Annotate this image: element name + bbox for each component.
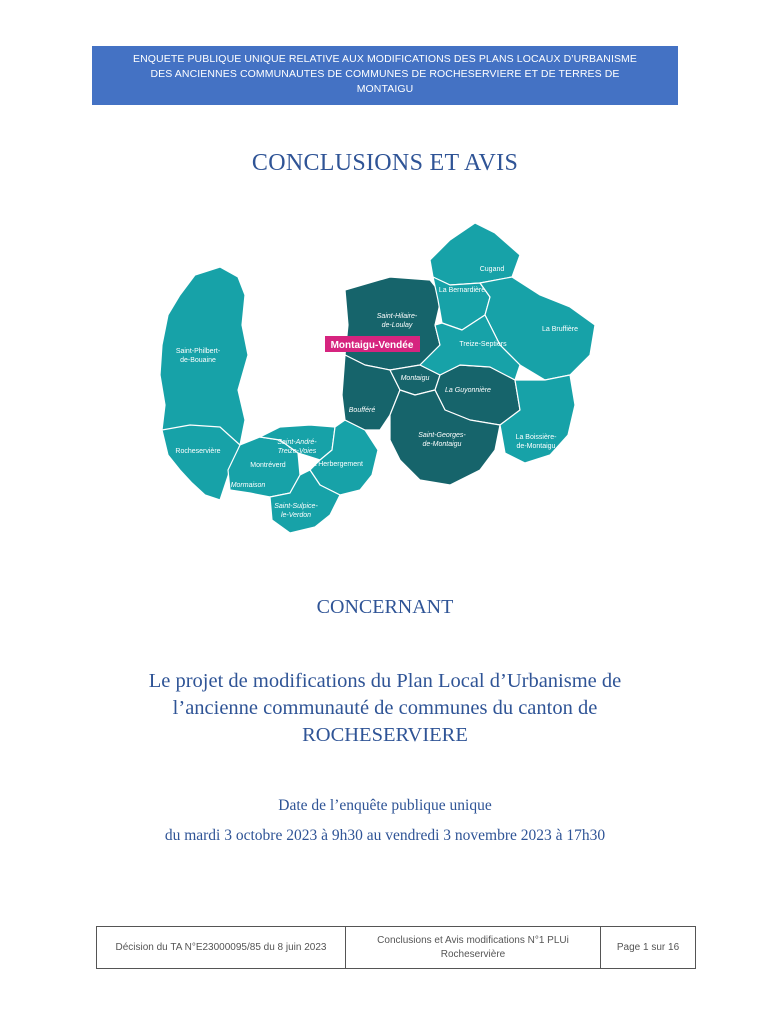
label-montreverd: Montréverd [250, 462, 286, 469]
label-treize-septiers: Treize-Septiers [459, 341, 507, 348]
label-mormaison: Mormaison [230, 482, 266, 489]
inquiry-dates [0, 797, 770, 845]
page-title: CONCLUSIONS ET AVIS [251, 150, 519, 176]
dates-label: Date de l’enquête publique unique [278, 797, 492, 814]
project-line-3: ROCHESERVIERE [302, 724, 468, 746]
banner-line-2: DES ANCIENNES COMMUNAUTES DE COMMUNES DE ROCHESERVIERE ET DE TERRES DE [150, 68, 620, 80]
label-saint-hilaire-1: Saint-Hilaire- [376, 313, 418, 320]
label-la-bernardiere: La Bernardière [438, 287, 486, 294]
region-rocheserviere [162, 425, 240, 500]
banner-line-3: MONTAIGU [356, 83, 414, 95]
footer-doc-line-1: Conclusions et Avis modifications N°1 PLUi [377, 934, 569, 946]
page-footer [96, 926, 696, 969]
footer-page-text: Page 1 sur 16 [616, 942, 680, 953]
label-saint-andre-2: Treize-Voies [277, 448, 317, 455]
concernant-heading: CONCERNANT [316, 596, 454, 618]
badge-label: Montaigu-Vendée [330, 340, 414, 351]
label-saint-georges-1: Saint-Georges- [418, 432, 466, 439]
label-saint-hilaire-2: de-Loulay [381, 322, 413, 329]
footer-decision-text: Décision du TA N°E23000095/85 du 8 juin 2023 [115, 942, 327, 953]
label-montaigu: Montaigu [400, 375, 430, 382]
header-banner [92, 46, 678, 105]
label-rocheserviere: Rocheservière [175, 448, 221, 455]
territory-map [150, 215, 600, 540]
project-line-1: Le projet de modifications du Plan Local d’Urbanisme de [148, 670, 622, 692]
label-la-bruffiere: La Bruffière [541, 326, 579, 333]
project-description [0, 668, 770, 749]
label-la-guyonniere: La Guyonnière [445, 387, 491, 394]
label-la-boissiere-2: de-Montaigu [516, 443, 556, 450]
footer-document [346, 927, 601, 968]
dates-range: du mardi 3 octobre 2023 à 9h30 au vendredi 3 novembre 2023 à 17h30 [164, 827, 606, 844]
label-saint-georges-2: de-Montaigu [422, 441, 462, 448]
banner-line-1: ENQUETE PUBLIQUE UNIQUE RELATIVE AUX MODIFICATIONS DES PLANS LOCAUX D’URBANISME [132, 53, 638, 65]
label-l-herbergement: L'Herbergement [313, 461, 363, 468]
label-boufere: Boufféré [348, 407, 376, 414]
label-cugand: Cugand [479, 266, 505, 273]
project-line-2: l’ancienne communauté de communes du canton de [172, 697, 598, 719]
label-saint-philbert-1: Saint-Philbert- [175, 348, 221, 355]
label-saint-sulpice-2: le-Verdon [280, 512, 312, 519]
label-saint-philbert-2: de-Bouaine [180, 357, 216, 364]
label-saint-sulpice-1: Saint-Sulpice- [274, 503, 318, 510]
footer-decision [97, 927, 346, 968]
region-cugand [430, 223, 520, 285]
label-saint-andre-1: Saint-André- [277, 439, 317, 446]
footer-page-number [601, 927, 695, 968]
footer-doc-line-2: Rocheservière [440, 948, 506, 960]
label-la-boissiere-1: La Boissière- [515, 434, 557, 441]
